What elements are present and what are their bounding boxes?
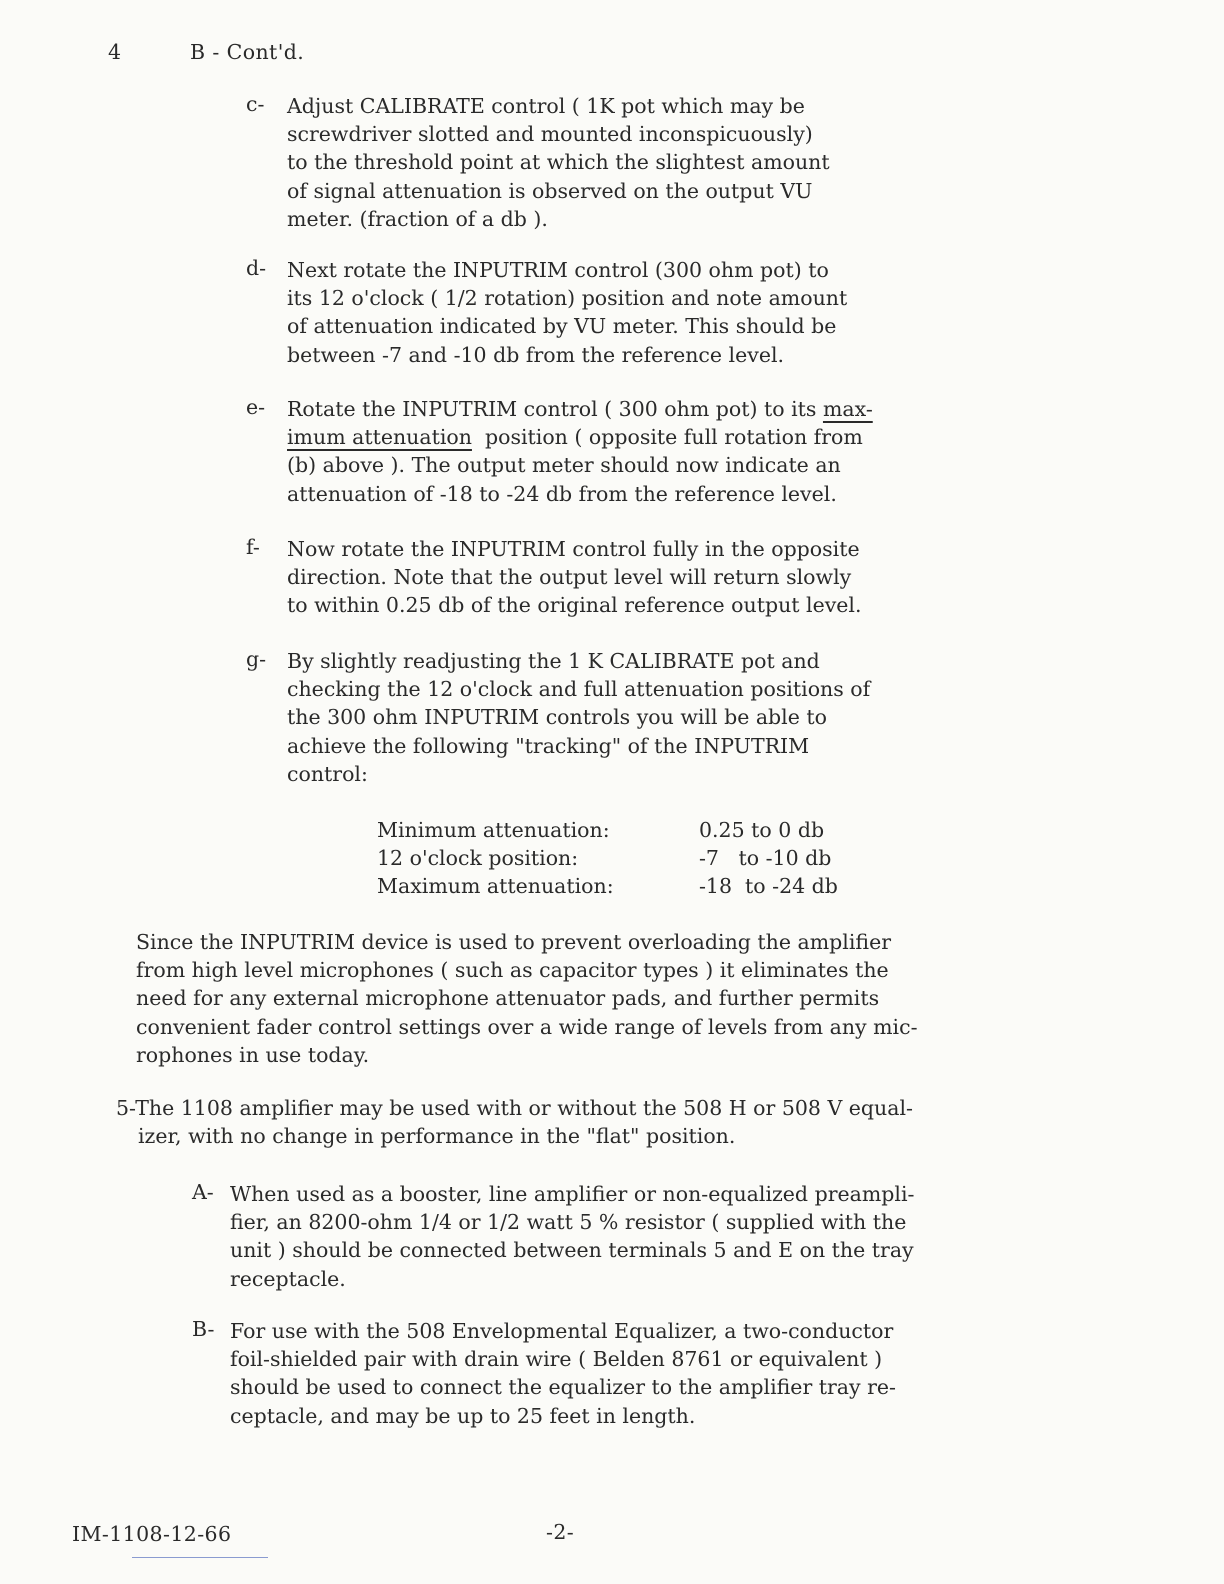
step-text (230, 1317, 896, 1430)
footer-rule (132, 1557, 268, 1558)
text-run: Rotate the INPUTRIM control ( 300 ohm pot) to its (287, 397, 823, 421)
text-line: achieve the following "tracking" of the INPUTRIM (287, 733, 810, 758)
text-line: to within 0.25 db of the original reference output level. (287, 593, 862, 618)
page-number: 4 (108, 40, 122, 64)
step-text (230, 1180, 914, 1293)
step-text (287, 92, 830, 233)
text-line: By slightly readjusting the 1 K CALIBRATE pot and (287, 649, 820, 673)
section-heading: B - Cont'd. (190, 40, 305, 64)
text-line: (b) above ). The output meter should now indicate an (287, 453, 841, 478)
text-line: direction. Note that the output level will return slowly (287, 565, 852, 590)
step-letter: g- (246, 647, 267, 671)
text-line: 5-The 1108 amplifier may be used with or without the 508 H or 508 V equal- (116, 1096, 913, 1120)
text-run: position ( opposite full rotation from (471, 425, 863, 450)
text-line: between -7 and -10 db from the reference level. (287, 342, 785, 367)
text-line: the 300 ohm INPUTRIM controls you will be able to (287, 705, 827, 730)
text-line: of attenuation indicated by VU meter. This should be (287, 314, 837, 339)
text-line: of signal attenuation is observed on the output VU (287, 178, 813, 203)
text-line: from high level microphones ( such as capacitor types ) it eliminates the (136, 958, 889, 983)
text-line: Next rotate the INPUTRIM control (300 ohm pot) to (287, 258, 829, 282)
underlined-text: imum attenuation (287, 425, 472, 450)
text-line: should be used to connect the equalizer to the amplifier tray re- (230, 1375, 896, 1400)
row-label: Maximum attenuation: (377, 874, 614, 898)
text-line: checking the 12 o'clock and full attenuation positions of (287, 677, 871, 702)
step-text (287, 535, 862, 620)
row-label: Minimum attenuation: (377, 818, 610, 842)
text-line: Now rotate the INPUTRIM control fully in the opposite (287, 537, 860, 561)
row-value: -18 to -24 db (699, 874, 838, 898)
text-line: meter. (fraction of a db ). (287, 206, 548, 231)
text-line: receptacle. (230, 1266, 346, 1291)
step-letter: B- (192, 1317, 215, 1341)
step-letter: c- (246, 92, 265, 116)
text-line (287, 395, 873, 423)
text-line: foil-shielded pair with drain wire ( Belden 8761 or equivalent ) (230, 1347, 883, 1372)
text-line: convenient fader control settings over a wide range of levels from any mic- (136, 1014, 918, 1039)
row-value: -7 to -10 db (699, 846, 832, 870)
text-line: its 12 o'clock ( 1/2 rotation) position and note amount (287, 286, 848, 311)
step-letter: e- (246, 395, 266, 419)
text-line: unit ) should be connected between terminals 5 and E on the tray (230, 1238, 914, 1263)
step-letter: A- (192, 1180, 214, 1204)
text-line: izer, with no change in performance in the "flat" position. (138, 1124, 736, 1149)
section-5 (116, 1094, 913, 1150)
step-letter: d- (246, 256, 267, 280)
step-text (287, 256, 847, 369)
step-text (287, 395, 873, 508)
text-line: ceptacle, and may be up to 25 feet in length. (230, 1403, 696, 1428)
summary-paragraph (136, 928, 918, 1069)
underlined-text: max- (822, 397, 873, 421)
text-line: When used as a booster, line amplifier or non-equalized preampli- (230, 1182, 915, 1206)
step-letter: f- (246, 535, 260, 559)
text-line (287, 423, 873, 451)
row-label: 12 o'clock position: (377, 846, 579, 870)
text-line: Adjust CALIBRATE control ( 1K pot which may be (287, 94, 805, 118)
row-value: 0.25 to 0 db (699, 818, 825, 842)
step-text (287, 647, 870, 788)
text-line: For use with the 508 Envelopmental Equalizer, a two-conductor (230, 1319, 894, 1343)
text-line: screwdriver slotted and mounted inconspicuously) (287, 122, 813, 147)
text-line: attenuation of -18 to -24 db from the reference level. (287, 481, 837, 506)
text-line: Since the INPUTRIM device is used to prevent overloading the amplifier (136, 930, 891, 954)
page-label: -2- (546, 1520, 575, 1544)
text-line: need for any external microphone attenuator pads, and further permits (136, 986, 880, 1011)
document-code: IM-1108-12-66 (72, 1522, 232, 1546)
text-line: control: (287, 761, 368, 786)
text-line: fier, an 8200-ohm 1/4 or 1/2 watt 5 % resistor ( supplied with the (230, 1210, 907, 1235)
text-line: to the threshold point at which the slightest amount (287, 150, 830, 175)
text-line: rophones in use today. (136, 1042, 370, 1067)
